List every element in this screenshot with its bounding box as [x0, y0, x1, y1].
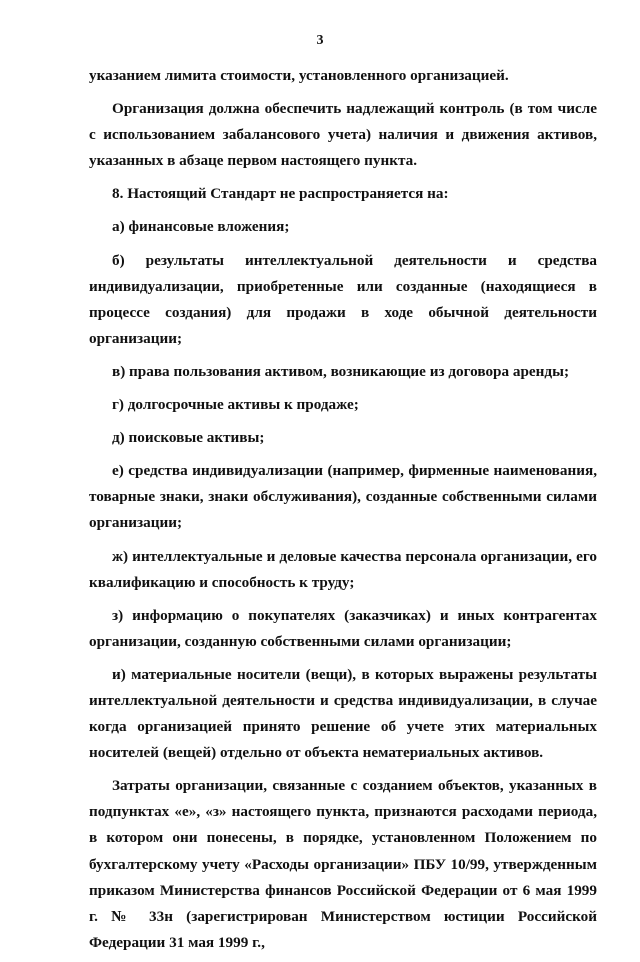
list-item-g: г) долгосрочные активы к продаже;	[112, 396, 359, 414]
paragraph-clause-8: 8. Настоящий Стандарт не распространяется на:	[112, 185, 449, 203]
list-item-e: е) средства индивидуализации (например, фирменные наименования, товарные знаки, знаки обслуживания), созданные собственными силами организации;	[89, 462, 597, 532]
list-item-zh: ж) интеллектуальные и деловые качества персонала организации, его квалификацию и способность к труду;	[89, 547, 597, 591]
page-number: 3	[316, 33, 324, 48]
paragraph-costs: Затраты организации, связанные с созданием объектов, указанных в подпунктах «е», «з» настоящего пункта, признаются расходами периода, в котором они понесены, в порядке, установленном Положением по бухгалтерскому учету «Расходы организации» ПБУ 10/99, утвержденным приказом Министерства финансов Российской Федерации от 6 мая 1999 г. № 33н (зарегистрирован Министерством юстиции Российской Федерации 31 мая 1999 г.,	[89, 777, 597, 951]
list-item-a: а) финансовые вложения;	[112, 218, 290, 236]
list-item-v: в) права пользования активом, возникающие из договора аренды;	[112, 362, 570, 380]
list-item-i: и) материальные носители (вещи), в которых выражены результаты интеллектуальной деятельности и средства индивидуализации, в случае когда организацией принято решение об учете этих материальных носителей (вещей) отдельно от объекта нематериальных активов.	[89, 665, 597, 762]
paragraph-control-requirement: Организация должна обеспечить надлежащий контроль (в том числе с использованием забалансового учета) наличия и движения активов, указанных в абзаце первом настоящего пункта.	[89, 100, 597, 170]
document-body	[89, 63, 597, 962]
list-item-d: д) поисковые активы;	[112, 429, 265, 447]
list-item-z: з) информацию о покупателях (заказчиках) и иных контрагентах организации, созданную собственными силами организации;	[89, 606, 597, 650]
paragraph-continuation: указанием лимита стоимости, установленного организацией.	[89, 67, 509, 84]
list-item-b: б) результаты интеллектуальной деятельности и средства индивидуализации, приобретенные или созданные (находящиеся в процессе создания) для продажи в ходе обычной деятельности организации;	[89, 251, 597, 347]
